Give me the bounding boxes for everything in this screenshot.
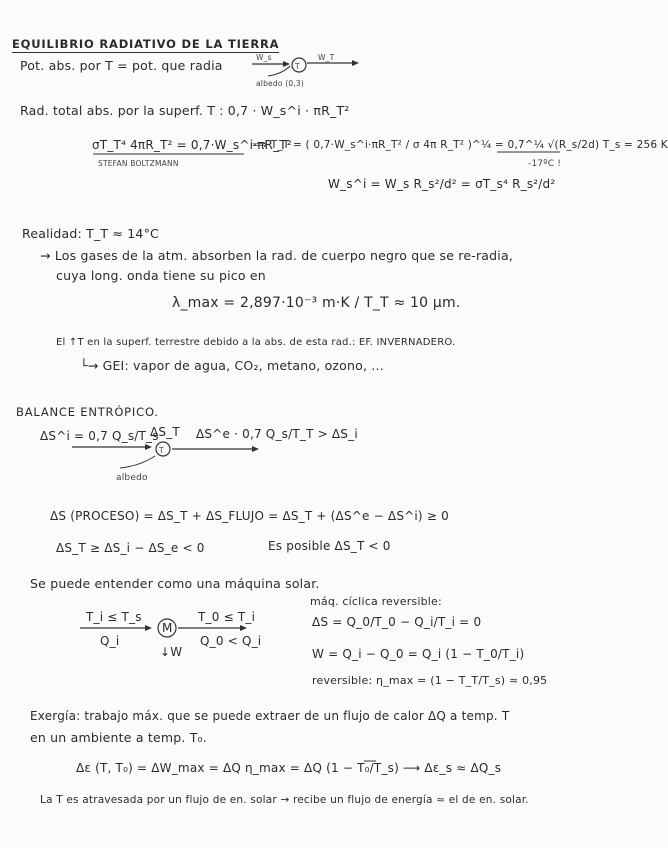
power-balance-line: Pot. abs. por T = pot. que radia <box>20 58 223 73</box>
arrow-in-head <box>283 61 290 67</box>
gei-list-line: └→ GEI: vapor de agua, CO₂, metano, ozono, ... <box>80 358 384 373</box>
exergy-equation: Δε (T, T₀) = ΔW_max = ΔQ η_max = ΔQ (1 − T₀/T_s) ⟶ Δε_s ≈ ΔQ_s <box>76 761 502 775</box>
machine-input-temp: T_i ≤ T_s <box>86 610 142 624</box>
exergy-definition-line: Exergía: trabajo máx. que se puede extraer de un flujo de calor ΔQ a temp. T <box>30 709 510 723</box>
entropy-inequality: ΔS_T ≥ ΔS_i − ΔS_e < 0 <box>56 541 205 555</box>
diagram-input-label: W_s <box>256 53 272 62</box>
greenhouse-effect-line: El ↑T en la superf. terrestre debido a la abs. de esta rad.: EF. INVERNADERO. <box>56 337 456 348</box>
stefan-boltzmann-label: STEFAN BOLTZMANN <box>98 159 179 168</box>
entropy-out-label: ΔS^e · 0,7 Q_s/T_T > ΔS_i <box>196 427 358 441</box>
entropy-mid-label: ΔS_T <box>150 425 180 439</box>
reversible-entropy-equation: ΔS = Q_0/T_0 − Q_i/T_i = 0 <box>312 615 482 629</box>
temperature-celsius-note: -17ºC ! <box>528 159 562 169</box>
entropy-in-head <box>145 444 152 450</box>
work-equation: W = Q_i − Q_0 = Q_i (1 − T_0/T_i) <box>312 647 525 661</box>
process-entropy-equation: ΔS (PROCESO) = ΔS_T + ΔS_FLUJO = ΔS_T + (ΔS^e − ΔS^i) ≥ 0 <box>50 509 449 523</box>
machine-out-head <box>240 625 247 631</box>
machine-input-heat: Q_i <box>100 634 120 648</box>
wavelength-line: cuya long. onda tiene su pico en <box>56 268 266 283</box>
wien-law-equation: λ_max = 2,897·10⁻³ m·K / T_T ≈ 10 μm. <box>172 295 461 311</box>
efficiency-equation: reversible: η_max = (1 − T_T/T_s) ≈ 0,95 <box>312 674 548 687</box>
arrow-out-head <box>352 60 359 66</box>
machine-work-label: ↓W <box>160 645 183 659</box>
diagram-output-label: W_T <box>318 53 335 62</box>
machine-output-temp: T_0 ≤ T_i <box>198 610 256 624</box>
entropy-out-head <box>252 446 259 452</box>
entropy-in-label: ΔS^i = 0,7 Q_s/T_s <box>40 429 159 443</box>
stefan-boltzmann-equation: σT_T⁴ 4πR_T² = 0,7·W_s^i·πR_T² <box>92 138 292 152</box>
entropy-possible-note: Es posible ΔS_T < 0 <box>268 539 391 553</box>
machine-node-label: M <box>162 621 173 635</box>
reality-line: Realidad: T_T ≈ 14°C <box>22 226 159 241</box>
greenhouse-gases-line: → Los gases de la atm. absorben la rad. de cuerpo negro que se re-radia, <box>40 248 514 263</box>
entropy-section-title: BALANCE ENTRÓPICO. <box>16 405 159 419</box>
machine-output-heat: Q_0 < Q_i <box>200 634 262 648</box>
entropy-node-label: T <box>159 446 164 455</box>
absorbed-radiation-line: Rad. total abs. por la superf. T : 0,7 · W_s^i · πR_T² <box>20 103 350 118</box>
diagram-albedo-label: albedo (0,3) <box>256 79 304 88</box>
albedo-arrow <box>268 66 290 76</box>
entropy-albedo-arrow <box>120 456 155 468</box>
temperature-equation: ⟹ T_T = ( 0,7·W_s^i·πR_T² / σ 4π R_T² )^¼ = 0,7^¼ √(R_s/2d) T_s = 256 K <box>252 139 668 151</box>
machine-in-head <box>145 625 152 631</box>
incident-power-equation: W_s^i = W_s R_s²/d² = σT_s⁴ R_s²/d² <box>328 177 556 191</box>
solar-machine-line: Se puede entender como una máquina solar. <box>30 576 320 591</box>
diagram-node-label: T <box>295 62 300 71</box>
reversible-cycle-title: máq. cíclica reversible: <box>310 595 442 608</box>
entropy-albedo-label: albedo <box>116 473 148 483</box>
page-title: EQUILIBRIO RADIATIVO DE LA TIERRA <box>12 37 280 51</box>
exergy-ambient-line: en un ambiente a temp. T₀. <box>30 730 207 745</box>
solar-flux-line: La T es atravesada por un flujo de en. solar → recibe un flujo de energía ≈ el de en. solar. <box>40 794 529 806</box>
